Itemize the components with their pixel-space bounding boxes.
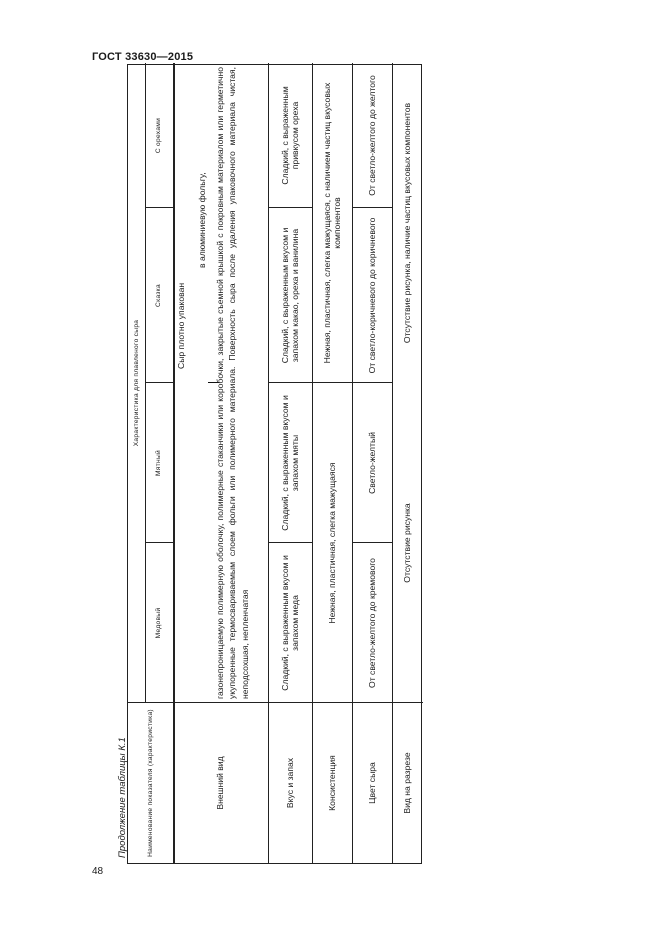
table-caption: Продолжение таблицы К.1 bbox=[117, 737, 128, 858]
row-label-appearance: Внешний вид bbox=[215, 756, 226, 810]
standard-header: ГОСТ 33630—2015 bbox=[92, 51, 194, 63]
taste-honey: Сладкий, с выраженным вкусом и запахом меда bbox=[279, 555, 300, 691]
color-nuts: От светло-желтого до желтого bbox=[366, 75, 377, 196]
cut-no-pattern: Отсутствие рисунка bbox=[402, 503, 413, 583]
appearance-description: газонепроницаемую полимерную оболочку, полимерные стаканчики или коробочки, закрытые съемной крышкой с покровным материалом или герметично укупоренные термосвариваемым слоем фольги или полимерного материала. Поверхность сыра после удаления упаковочного материала чистая, неподсохшая, непленчатая bbox=[215, 67, 250, 699]
rotated-table-wrapper bbox=[127, 64, 422, 864]
group-header: Характеристика для плавленого сыра bbox=[132, 319, 140, 447]
characteristics-table bbox=[127, 64, 422, 864]
consistency-common: Нежная, пластичная, слегка мажущаяся bbox=[326, 462, 337, 624]
product-header-skazka: Сказка bbox=[155, 284, 163, 307]
column-header-indicator: Наименование показателя (характеристика) bbox=[146, 709, 154, 857]
appearance-foil-text: в алюминиевую фольгу, bbox=[196, 172, 207, 268]
row-label-consistency: Консистенция bbox=[326, 755, 337, 811]
appearance-packed-text: Сыр плотно упакован bbox=[175, 282, 186, 369]
taste-skazka: Сладкий, с выраженным вкусом и запахом какао, ореха и ванилина bbox=[279, 227, 300, 364]
cut-with-components: Отсутствие рисунка, наличие частиц вкусовых компонентов bbox=[402, 102, 413, 344]
taste-nuts: Сладкий, с выраженным привкусом ореха bbox=[279, 86, 300, 185]
consistency-with-components: Нежная, пластичная, слегка мажущаяся, с наличием частиц вкусовых компонентов bbox=[321, 82, 342, 364]
taste-mint: Сладкий, с выраженным вкусом и запахом мяты bbox=[279, 395, 300, 531]
row-label-taste: Вкус и запах bbox=[284, 757, 295, 809]
product-header-nuts: С орехами bbox=[155, 117, 163, 154]
color-mint: Светло-желтый bbox=[366, 432, 377, 494]
color-honey: От светло-желтого до кремового bbox=[366, 558, 377, 688]
page-number: 48 bbox=[92, 866, 104, 877]
row-label-color: Цвет сыра bbox=[366, 762, 377, 804]
product-header-mint: Мятный bbox=[155, 450, 163, 476]
product-header-honey: Медовый bbox=[155, 607, 163, 639]
row-label-cut: Вид на разрезе bbox=[402, 752, 413, 814]
color-skazka: От светло-коричневого до коричневого bbox=[366, 217, 377, 374]
